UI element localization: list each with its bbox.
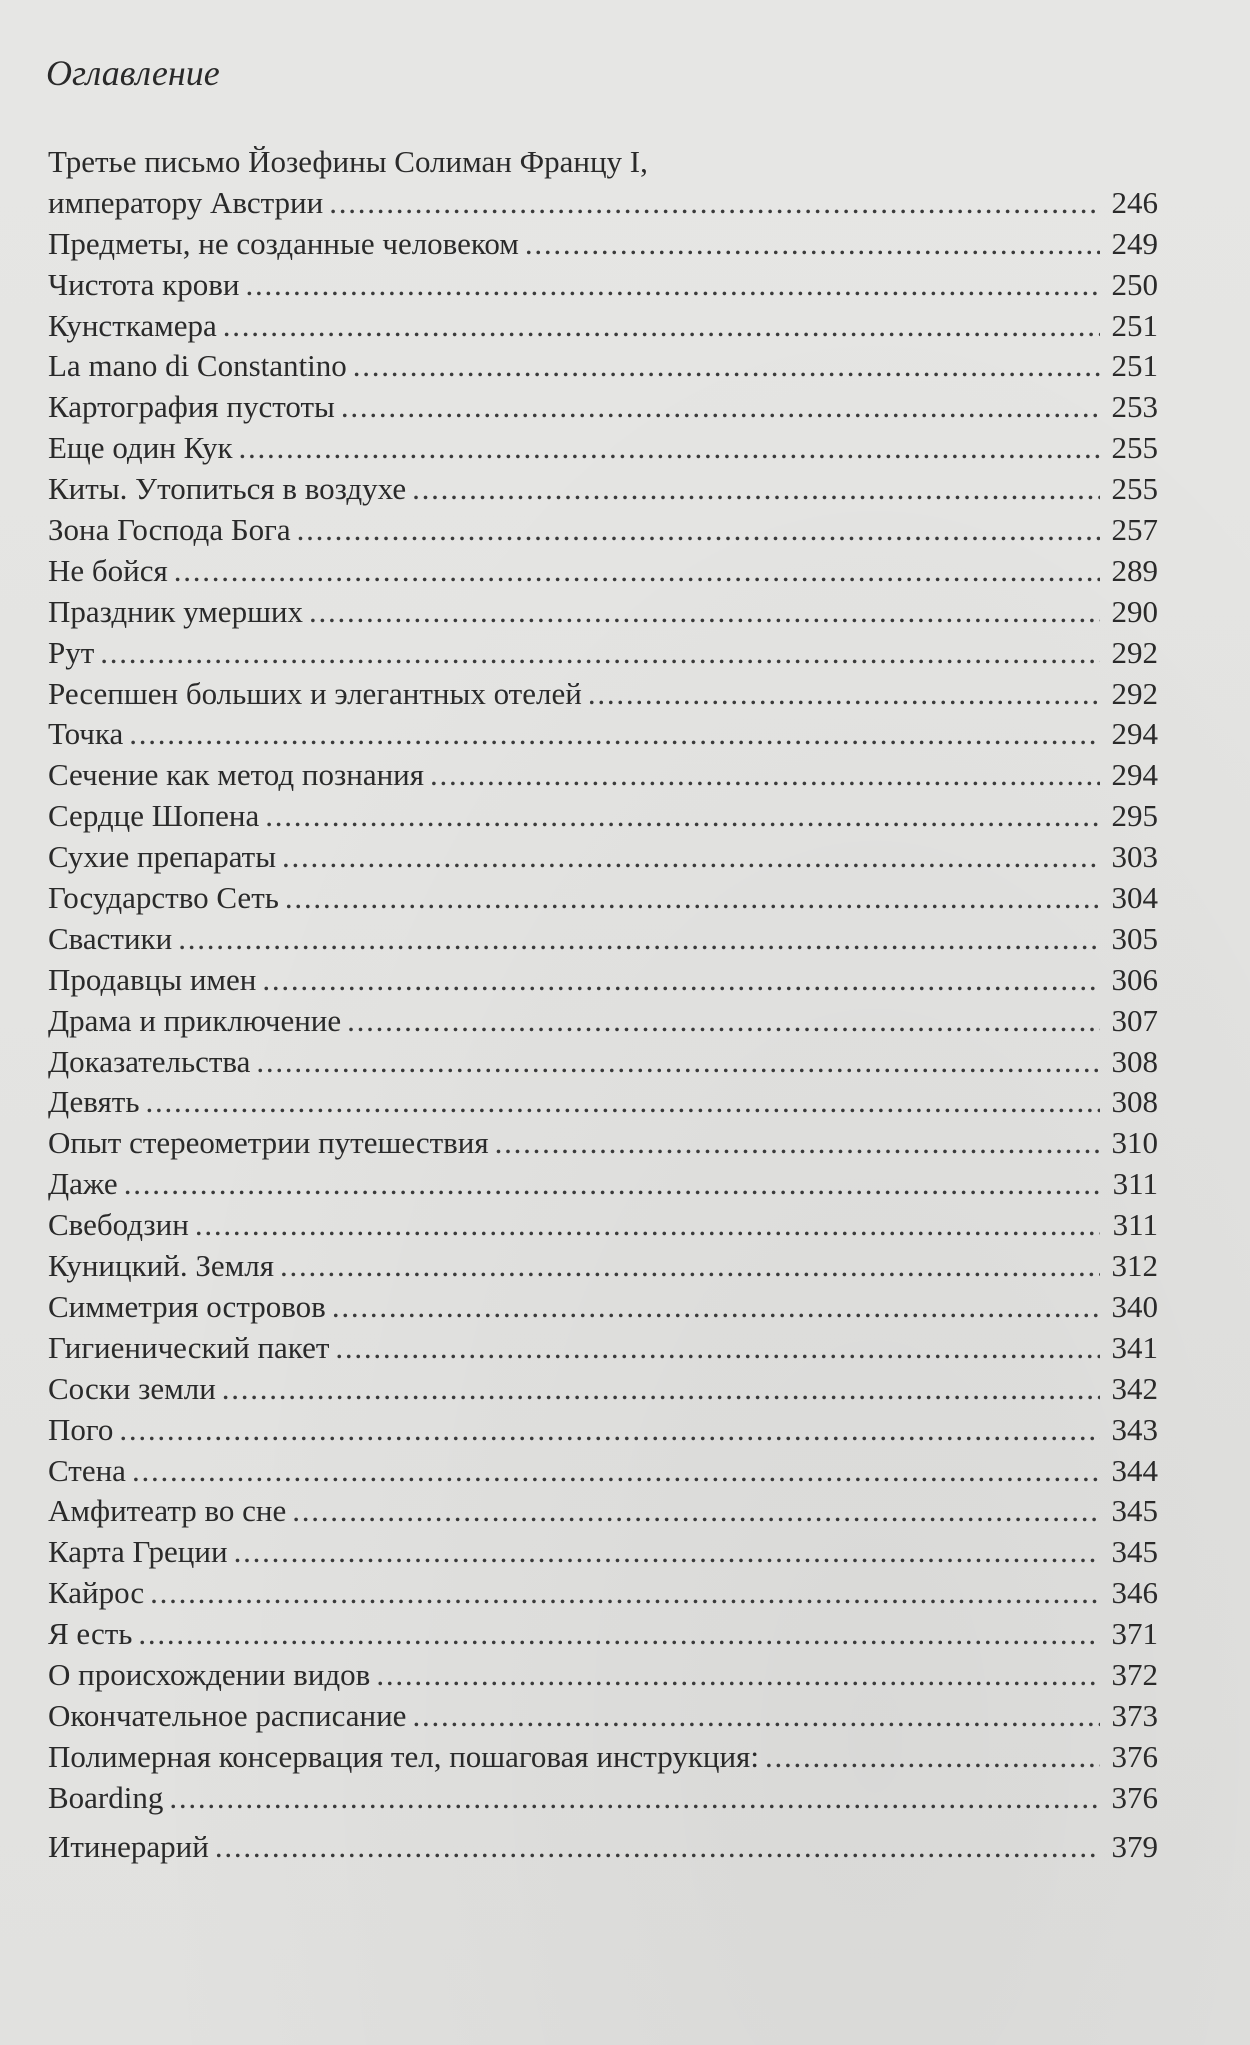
toc-entry-page: 340 bbox=[1111, 1288, 1158, 1324]
dot-leader bbox=[430, 755, 1100, 796]
toc-entry bbox=[48, 183, 1158, 224]
toc-entry bbox=[48, 1082, 1158, 1123]
toc-entry-title: императору Австрии bbox=[48, 184, 324, 220]
dot-leader bbox=[335, 1328, 1100, 1369]
dot-leader bbox=[341, 387, 1100, 428]
dot-leader bbox=[150, 1573, 1100, 1614]
toc-entry-title: Даже bbox=[48, 1166, 118, 1202]
toc-entry-page: 376 bbox=[1111, 1738, 1158, 1774]
toc-entry-title: Драма и приключение bbox=[48, 1002, 342, 1038]
toc-entry-title: Зона Господа Бога bbox=[48, 512, 291, 548]
dot-leader bbox=[100, 633, 1100, 674]
toc-entry-page: 307 bbox=[1111, 1002, 1158, 1038]
toc-heading: Оглавление bbox=[46, 53, 220, 93]
toc-entry-title: Стена bbox=[48, 1452, 126, 1488]
toc-entry-page: 251 bbox=[1111, 307, 1158, 343]
dot-leader bbox=[412, 469, 1100, 510]
dot-leader bbox=[525, 224, 1100, 265]
toc-entry-page: 345 bbox=[1111, 1493, 1158, 1529]
toc-entry-title: Куницкий. Земля bbox=[48, 1248, 274, 1284]
toc-entry bbox=[48, 633, 1158, 674]
dot-leader bbox=[495, 1123, 1100, 1164]
toc-entry bbox=[48, 428, 1158, 469]
toc-entry bbox=[48, 796, 1158, 837]
toc-entry bbox=[48, 1573, 1158, 1614]
dot-leader bbox=[297, 510, 1100, 551]
toc-entry-page: 373 bbox=[1111, 1697, 1158, 1733]
dot-leader bbox=[234, 1532, 1100, 1573]
dot-leader bbox=[282, 837, 1100, 878]
toc-entry-title: Киты. Утопиться в воздухе bbox=[48, 471, 407, 507]
toc-entry-title: Опыт стереометрии путешествия bbox=[48, 1125, 489, 1161]
toc-entry bbox=[48, 387, 1158, 428]
dot-leader bbox=[223, 306, 1100, 347]
toc-entry bbox=[48, 1328, 1158, 1369]
dot-leader bbox=[129, 714, 1100, 755]
toc-entry-page: 290 bbox=[1111, 593, 1158, 629]
toc-entry bbox=[48, 1410, 1158, 1451]
toc-entry-page: 303 bbox=[1111, 839, 1158, 875]
toc-entry bbox=[48, 960, 1158, 1001]
toc-entry-title: Соски земли bbox=[48, 1370, 216, 1406]
toc-entry-title: Окончательное расписание bbox=[48, 1697, 407, 1733]
toc-entry-page: 289 bbox=[1111, 552, 1158, 588]
dot-leader bbox=[178, 919, 1100, 960]
toc-entry-page: 295 bbox=[1111, 798, 1158, 834]
dot-leader bbox=[256, 1042, 1100, 1083]
toc-entry bbox=[48, 919, 1158, 960]
toc-entry-page: 308 bbox=[1111, 1043, 1158, 1079]
toc-entry bbox=[48, 224, 1158, 265]
toc-entry bbox=[48, 1123, 1158, 1164]
dot-leader bbox=[138, 1614, 1100, 1655]
dot-leader bbox=[376, 1655, 1100, 1696]
toc-entry-title: Полимерная консервация тел, пошаговая инструкция: bbox=[48, 1738, 759, 1774]
toc-entry-title: Свастики bbox=[48, 920, 173, 956]
toc-entry-title: Я есть bbox=[48, 1616, 133, 1652]
toc-entry bbox=[48, 714, 1158, 755]
dot-leader bbox=[239, 428, 1100, 469]
dot-leader bbox=[329, 183, 1100, 224]
toc-entry-title: Гигиенический пакет bbox=[48, 1329, 330, 1365]
toc-entry-title: О происхождении видов bbox=[48, 1656, 371, 1692]
toc-entry-page: 304 bbox=[1111, 880, 1158, 916]
toc-entry bbox=[48, 592, 1158, 633]
toc-entry-page: 246 bbox=[1111, 184, 1158, 220]
toc-entry-page: 308 bbox=[1111, 1084, 1158, 1120]
toc-entry-title: Карта Греции bbox=[48, 1534, 228, 1570]
dot-leader bbox=[285, 878, 1100, 919]
toc-entry-title: Чистота крови bbox=[48, 266, 240, 302]
dot-leader bbox=[169, 1778, 1100, 1819]
dot-leader bbox=[124, 1164, 1100, 1205]
toc-entry-title: Праздник умерших bbox=[48, 593, 304, 629]
toc-entry bbox=[48, 1655, 1158, 1696]
toc-entry-title: Boarding bbox=[48, 1779, 164, 1815]
toc-entry bbox=[48, 1246, 1158, 1287]
toc-entry-page: 343 bbox=[1111, 1411, 1158, 1447]
toc-entry-page: 341 bbox=[1111, 1329, 1158, 1365]
toc-entry-page: 311 bbox=[1112, 1207, 1158, 1243]
toc-entry-page: 376 bbox=[1111, 1779, 1158, 1815]
toc-entry-title: Ресепшен больших и элегантных отелей bbox=[48, 675, 582, 711]
toc-entry-title: Девять bbox=[48, 1084, 140, 1120]
toc-entry-page: 294 bbox=[1111, 757, 1158, 793]
toc-entry-page: 312 bbox=[1111, 1248, 1158, 1284]
dot-leader bbox=[145, 1082, 1100, 1123]
dot-leader bbox=[245, 265, 1100, 306]
dot-leader bbox=[222, 1369, 1100, 1410]
toc-entry bbox=[48, 1001, 1158, 1042]
toc-entry bbox=[48, 1287, 1158, 1328]
toc-entry-title: Не бойся bbox=[48, 552, 168, 588]
toc-entry-page: 250 bbox=[1111, 266, 1158, 302]
toc-entry-title: Сечение как метод познания bbox=[48, 757, 425, 793]
toc-entry bbox=[48, 265, 1158, 306]
toc-entry-title: Предметы, не созданные человеком bbox=[48, 225, 519, 261]
toc-entry-page: 344 bbox=[1111, 1452, 1158, 1488]
toc-entry-page: 251 bbox=[1111, 348, 1158, 384]
dot-leader bbox=[765, 1737, 1100, 1778]
toc-entry-page: 379 bbox=[1111, 1828, 1158, 1864]
dot-leader bbox=[347, 1001, 1100, 1042]
toc-entry bbox=[48, 510, 1158, 551]
dot-leader bbox=[265, 796, 1100, 837]
toc-entry bbox=[48, 1827, 1158, 1868]
toc-entry-page: 292 bbox=[1111, 675, 1158, 711]
dot-leader bbox=[332, 1287, 1100, 1328]
toc-entry-page: 310 bbox=[1111, 1125, 1158, 1161]
toc-entry-title: Кунсткамера bbox=[48, 307, 217, 343]
dot-leader bbox=[309, 592, 1100, 633]
toc-entry-title: Третье письмо Йозефины Солиман Францу I, bbox=[48, 144, 648, 179]
toc-entry-title: Симметрия островов bbox=[48, 1288, 326, 1324]
toc-entry-title: Кайрос bbox=[48, 1575, 145, 1611]
toc-entry bbox=[48, 674, 1158, 715]
toc-entry-page: 346 bbox=[1111, 1575, 1158, 1611]
toc-entry-title: Сердце Шопена bbox=[48, 798, 260, 834]
dot-leader bbox=[174, 551, 1100, 592]
dot-leader bbox=[262, 960, 1100, 1001]
toc-entry-page: 311 bbox=[1112, 1166, 1158, 1202]
toc-entry bbox=[48, 1737, 1158, 1778]
toc-entry bbox=[48, 1491, 1158, 1532]
dot-leader bbox=[588, 674, 1100, 715]
toc-entry bbox=[48, 837, 1158, 878]
toc-entry-title: La mano di Constantino bbox=[48, 348, 347, 384]
table-of-contents bbox=[48, 142, 1158, 1867]
toc-entry-title: Продавцы имен bbox=[48, 961, 257, 997]
dot-leader bbox=[132, 1451, 1100, 1492]
toc-spacer bbox=[48, 1819, 1158, 1827]
toc-entry-page: 249 bbox=[1111, 225, 1158, 261]
toc-entry bbox=[48, 142, 1158, 183]
toc-entry bbox=[48, 1451, 1158, 1492]
toc-entry-page: 372 bbox=[1111, 1656, 1158, 1692]
toc-entry-page: 255 bbox=[1111, 471, 1158, 507]
dot-leader bbox=[280, 1246, 1100, 1287]
toc-entry-page: 306 bbox=[1111, 961, 1158, 997]
toc-entry-title: Свебодзин bbox=[48, 1207, 189, 1243]
dot-leader bbox=[119, 1410, 1100, 1451]
toc-entry bbox=[48, 1778, 1158, 1819]
toc-entry-page: 257 bbox=[1111, 512, 1158, 548]
toc-entry bbox=[48, 1205, 1158, 1246]
toc-entry bbox=[48, 551, 1158, 592]
toc-entry bbox=[48, 1042, 1158, 1083]
toc-entry-title: Картография пустоты bbox=[48, 389, 335, 425]
toc-entry-page: 305 bbox=[1111, 920, 1158, 956]
dot-leader bbox=[412, 1696, 1100, 1737]
toc-entry-title: Рут bbox=[48, 634, 95, 670]
toc-entry bbox=[48, 1696, 1158, 1737]
toc-entry bbox=[48, 878, 1158, 919]
dot-leader bbox=[215, 1827, 1100, 1868]
toc-entry bbox=[48, 469, 1158, 510]
toc-entry-title: Государство Сеть bbox=[48, 880, 279, 916]
toc-entry bbox=[48, 1532, 1158, 1573]
toc-entry-title: Пого bbox=[48, 1411, 114, 1447]
toc-entry-page: 342 bbox=[1111, 1370, 1158, 1406]
toc-entry-page: 253 bbox=[1111, 389, 1158, 425]
dot-leader bbox=[292, 1491, 1100, 1532]
toc-entry bbox=[48, 306, 1158, 347]
dot-leader bbox=[353, 346, 1100, 387]
toc-entry-title: Итинерарий bbox=[48, 1828, 209, 1864]
dot-leader bbox=[195, 1205, 1100, 1246]
toc-entry-page: 294 bbox=[1111, 716, 1158, 752]
toc-entry-title: Доказательства bbox=[48, 1043, 251, 1079]
toc-entry-page: 255 bbox=[1111, 430, 1158, 466]
toc-entry bbox=[48, 1614, 1158, 1655]
toc-entry-page: 292 bbox=[1111, 634, 1158, 670]
toc-entry-title: Сухие препараты bbox=[48, 839, 277, 875]
toc-entry-title: Точка bbox=[48, 716, 124, 752]
toc-entry-title: Еще один Кук bbox=[48, 430, 233, 466]
toc-entry-title: Амфитеатр во сне bbox=[48, 1493, 287, 1529]
toc-entry bbox=[48, 346, 1158, 387]
toc-entry bbox=[48, 1164, 1158, 1205]
toc-entry-page: 345 bbox=[1111, 1534, 1158, 1570]
toc-entry bbox=[48, 755, 1158, 796]
toc-entry bbox=[48, 1369, 1158, 1410]
toc-entry-page: 371 bbox=[1111, 1616, 1158, 1652]
